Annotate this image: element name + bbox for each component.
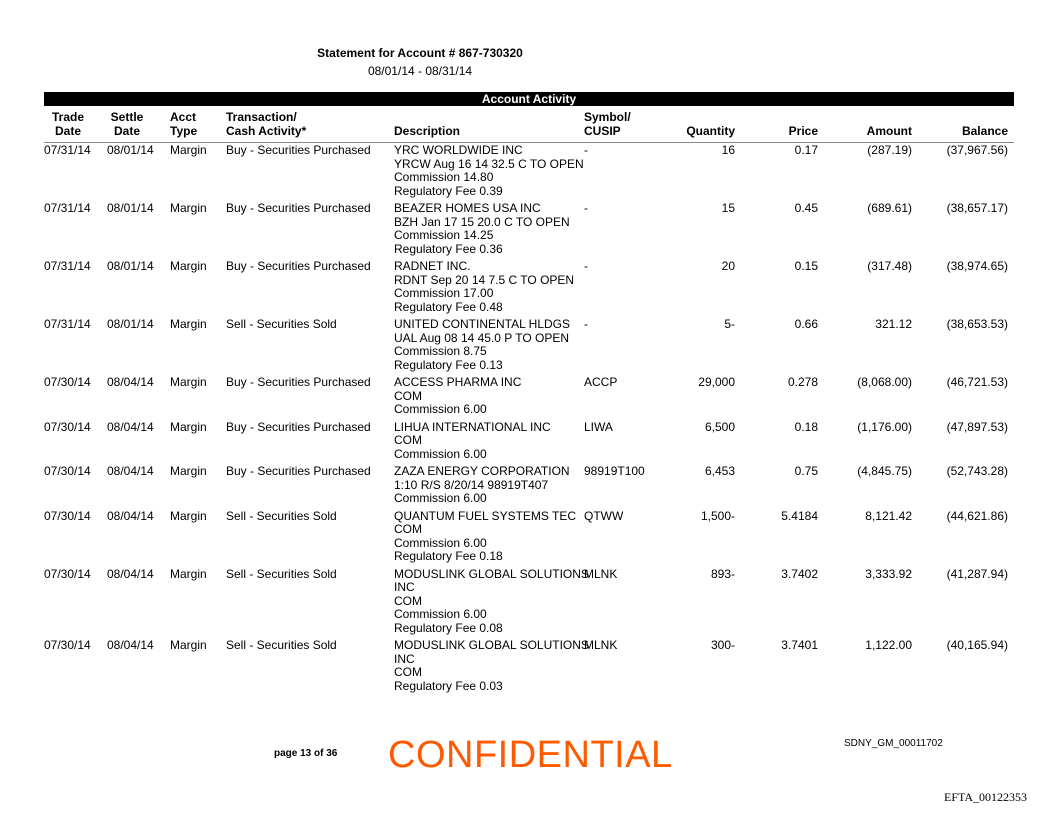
cell-description xyxy=(394,566,589,636)
description-line: Commission 6.00 xyxy=(394,402,487,416)
cell-txn: Sell - Securities Sold xyxy=(226,508,337,523)
col-description: Description xyxy=(394,124,461,138)
cell-qty: 16 xyxy=(721,143,735,157)
cell-amount: 321.12 xyxy=(875,317,912,331)
cell-price: 3.7402 xyxy=(781,566,818,581)
description-line: ZAZA ENERGY CORPORATION xyxy=(394,464,570,478)
cell-txn: Sell - Securities Sold xyxy=(226,317,337,331)
cell-symbol: - xyxy=(584,143,588,157)
cell-description xyxy=(394,465,584,506)
description-line: Commission 6.00 xyxy=(394,491,487,505)
cell-description xyxy=(394,421,584,462)
cell-txn: Buy - Securities Purchased xyxy=(226,375,371,389)
cell-amount: (1,176.00) xyxy=(857,419,912,434)
col-amount: Amount xyxy=(866,124,912,138)
cell-description xyxy=(394,376,584,417)
cell-qty: 15 xyxy=(721,201,735,215)
cell-qty: 6,453 xyxy=(704,464,735,478)
cell-acct: Margin xyxy=(170,638,207,652)
efta-number: EFTA_00122353 xyxy=(944,790,1028,804)
description-line: YRCW Aug 16 14 32.5 C TO OPEN xyxy=(394,156,584,171)
statement-period: 08/01/14 - 08/31/14 xyxy=(367,64,473,78)
cell-txn: Sell - Securities Sold xyxy=(226,566,337,581)
description-line: Regulatory Fee 0.18 xyxy=(394,549,503,563)
description-line: Regulatory Fee 0.03 xyxy=(394,678,503,693)
table-row xyxy=(44,568,1014,640)
description-line: UNITED CONTINENTAL HLDGS xyxy=(394,317,571,331)
description-line: Commission 17.00 xyxy=(394,286,494,300)
cell-trade: 07/30/14 xyxy=(44,464,91,478)
cell-settle: 08/01/14 xyxy=(107,201,154,215)
description-line: COM xyxy=(394,665,422,679)
cell-balance: (44,621.86) xyxy=(946,508,1008,523)
cell-price: 3.7401 xyxy=(781,638,818,652)
table-row xyxy=(44,465,1014,510)
cell-price: 0.15 xyxy=(794,259,818,273)
cell-description xyxy=(394,318,584,372)
statement-title: Statement for Account # 867-730320 xyxy=(317,46,523,60)
description-line: COM xyxy=(394,388,422,403)
cell-settle: 08/04/14 xyxy=(107,375,154,389)
cell-acct: Margin xyxy=(170,375,207,389)
cell-txn: Buy - Securities Purchased xyxy=(226,464,371,478)
description-line: Regulatory Fee 0.36 xyxy=(394,241,503,256)
col-acct-type: Acct Type xyxy=(170,110,198,138)
col-quantity: Quantity xyxy=(686,124,735,138)
cell-balance: (46,721.53) xyxy=(946,375,1008,389)
description-line: Commission 14.25 xyxy=(394,228,494,242)
cell-symbol: MLNK xyxy=(584,638,618,652)
cell-qty: 300- xyxy=(710,638,735,652)
description-line: MODUSLINK GLOBAL SOLUTIONS xyxy=(394,566,589,581)
cell-trade: 07/30/14 xyxy=(44,375,91,389)
col-settle-date: Settle Date xyxy=(110,110,144,138)
cell-symbol: - xyxy=(584,317,588,331)
cell-settle: 08/04/14 xyxy=(107,419,154,434)
cell-balance: (38,657.17) xyxy=(946,201,1008,215)
column-headers xyxy=(44,110,1014,143)
cell-trade: 07/30/14 xyxy=(44,419,91,434)
description-line: INC xyxy=(394,651,415,666)
activity-table xyxy=(44,144,1014,697)
cell-txn: Sell - Securities Sold xyxy=(226,638,337,652)
cell-balance: (40,165.94) xyxy=(946,638,1008,652)
cell-symbol: 98919T100 xyxy=(584,464,645,478)
description-line: BZH Jan 17 15 20.0 C TO OPEN xyxy=(394,214,570,229)
description-line: Regulatory Fee 0.13 xyxy=(394,357,503,372)
cell-acct: Margin xyxy=(170,259,207,273)
cell-symbol: ACCP xyxy=(584,375,618,389)
cell-qty: 6,500 xyxy=(704,419,735,434)
cell-symbol: QTWW xyxy=(584,508,624,523)
cell-txn: Buy - Securities Purchased xyxy=(226,143,371,157)
col-transaction: Transaction/ Cash Activity* xyxy=(226,110,307,138)
cell-amount: 3,333.92 xyxy=(865,566,912,581)
description-line: Regulatory Fee 0.39 xyxy=(394,183,503,198)
cell-price: 0.18 xyxy=(794,419,818,434)
table-row xyxy=(44,639,1014,697)
description-line: BEAZER HOMES USA INC xyxy=(394,201,541,215)
cell-txn: Buy - Securities Purchased xyxy=(226,201,371,215)
description-line: Commission 6.00 xyxy=(394,535,487,550)
description-line: UAL Aug 08 14 45.0 P TO OPEN xyxy=(394,330,570,345)
cell-amount: 8,121.42 xyxy=(865,508,912,523)
table-row xyxy=(44,202,1014,260)
table-row xyxy=(44,421,1014,466)
description-line: LIHUA INTERNATIONAL INC xyxy=(394,419,551,434)
description-line: ACCESS PHARMA INC xyxy=(394,375,522,389)
cell-acct: Margin xyxy=(170,419,207,434)
col-price: Price xyxy=(788,124,818,138)
cell-txn: Buy - Securities Purchased xyxy=(226,419,371,434)
cell-description xyxy=(394,260,584,314)
cell-acct: Margin xyxy=(170,143,207,157)
col-symbol: Symbol/ CUSIP xyxy=(584,110,631,138)
cell-trade: 07/31/14 xyxy=(44,259,91,273)
cell-settle: 08/04/14 xyxy=(107,464,154,478)
cell-amount: 1,122.00 xyxy=(865,638,912,652)
cell-acct: Margin xyxy=(170,317,207,331)
cell-settle: 08/01/14 xyxy=(107,317,154,331)
col-trade-date: Trade Date xyxy=(51,110,84,138)
cell-balance: (52,743.28) xyxy=(946,464,1008,478)
cell-description xyxy=(394,638,589,693)
description-line: COM xyxy=(394,522,422,536)
description-line: Commission 14.80 xyxy=(394,170,494,184)
description-line: INC xyxy=(394,580,415,594)
cell-price: 0.17 xyxy=(794,143,818,157)
cell-balance: (41,287.94) xyxy=(946,566,1008,581)
cell-trade: 07/31/14 xyxy=(44,201,91,215)
page-number: page 13 of 36 xyxy=(274,748,338,759)
cell-price: 5.4184 xyxy=(781,508,818,523)
cell-trade: 07/31/14 xyxy=(44,317,91,331)
cell-symbol: - xyxy=(584,201,588,215)
cell-qty: 893- xyxy=(710,566,735,581)
col-balance: Balance xyxy=(961,124,1008,138)
cell-balance: (38,653.53) xyxy=(946,317,1008,331)
cell-amount: (287.19) xyxy=(867,143,912,157)
cell-balance: (37,967.56) xyxy=(946,143,1008,157)
cell-settle: 08/04/14 xyxy=(107,638,154,652)
cell-balance: (38,974.65) xyxy=(946,259,1008,273)
bates-number: SDNY_GM_00011702 xyxy=(844,738,943,749)
cell-amount: (689.61) xyxy=(867,201,912,215)
cell-settle: 08/04/14 xyxy=(107,566,154,581)
cell-amount: (317.48) xyxy=(867,259,912,273)
cell-symbol: MLNK xyxy=(584,566,618,581)
cell-description xyxy=(394,144,584,198)
description-line: COM xyxy=(394,593,422,608)
table-row xyxy=(44,318,1014,376)
cell-price: 0.45 xyxy=(794,201,818,215)
description-line: Regulatory Fee 0.48 xyxy=(394,299,503,314)
cell-price: 0.278 xyxy=(787,375,818,389)
cell-acct: Margin xyxy=(170,566,207,581)
cell-qty: 5- xyxy=(724,317,735,331)
cell-symbol: - xyxy=(584,259,588,273)
description-line: 1:10 R/S 8/20/14 98919T407 xyxy=(394,477,549,492)
description-line: RADNET INC. xyxy=(394,259,471,273)
description-line: MODUSLINK GLOBAL SOLUTIONS xyxy=(394,638,589,652)
description-line: Commission 6.00 xyxy=(394,607,487,621)
cell-qty: 1,500- xyxy=(700,508,735,523)
description-line: Regulatory Fee 0.08 xyxy=(394,620,503,635)
table-row xyxy=(44,144,1014,202)
description-line: RDNT Sep 20 14 7.5 C TO OPEN xyxy=(394,272,575,287)
section-title-bar: Account Activity xyxy=(44,92,1014,106)
cell-trade: 07/30/14 xyxy=(44,566,91,581)
description-line: Commission 6.00 xyxy=(394,446,487,461)
table-row xyxy=(44,376,1014,421)
cell-trade: 07/30/14 xyxy=(44,508,91,523)
cell-settle: 08/04/14 xyxy=(107,508,154,523)
cell-qty: 20 xyxy=(721,259,735,273)
cell-acct: Margin xyxy=(170,508,207,523)
cell-acct: Margin xyxy=(170,201,207,215)
cell-qty: 29,000 xyxy=(698,375,735,389)
cell-symbol: LIWA xyxy=(584,419,613,434)
cell-trade: 07/31/14 xyxy=(44,143,91,157)
cell-settle: 08/01/14 xyxy=(107,259,154,273)
cell-description xyxy=(394,202,584,256)
cell-price: 0.75 xyxy=(794,464,818,478)
description-line: Commission 8.75 xyxy=(394,344,487,358)
cell-acct: Margin xyxy=(170,464,207,478)
table-row xyxy=(44,260,1014,318)
cell-amount: (8,068.00) xyxy=(857,375,912,389)
description-line: YRC WORLDWIDE INC xyxy=(394,143,523,157)
cell-amount: (4,845.75) xyxy=(857,464,912,478)
description-line: COM xyxy=(394,433,422,447)
cell-txn: Buy - Securities Purchased xyxy=(226,259,371,273)
cell-settle: 08/01/14 xyxy=(107,143,154,157)
cell-price: 0.66 xyxy=(794,317,818,331)
confidential-stamp: CONFIDENTIAL xyxy=(388,734,673,776)
cell-description xyxy=(394,510,584,564)
cell-balance: (47,897.53) xyxy=(946,419,1008,434)
table-row xyxy=(44,510,1014,568)
description-line: QUANTUM FUEL SYSTEMS TEC xyxy=(394,508,577,523)
cell-trade: 07/30/14 xyxy=(44,638,91,652)
